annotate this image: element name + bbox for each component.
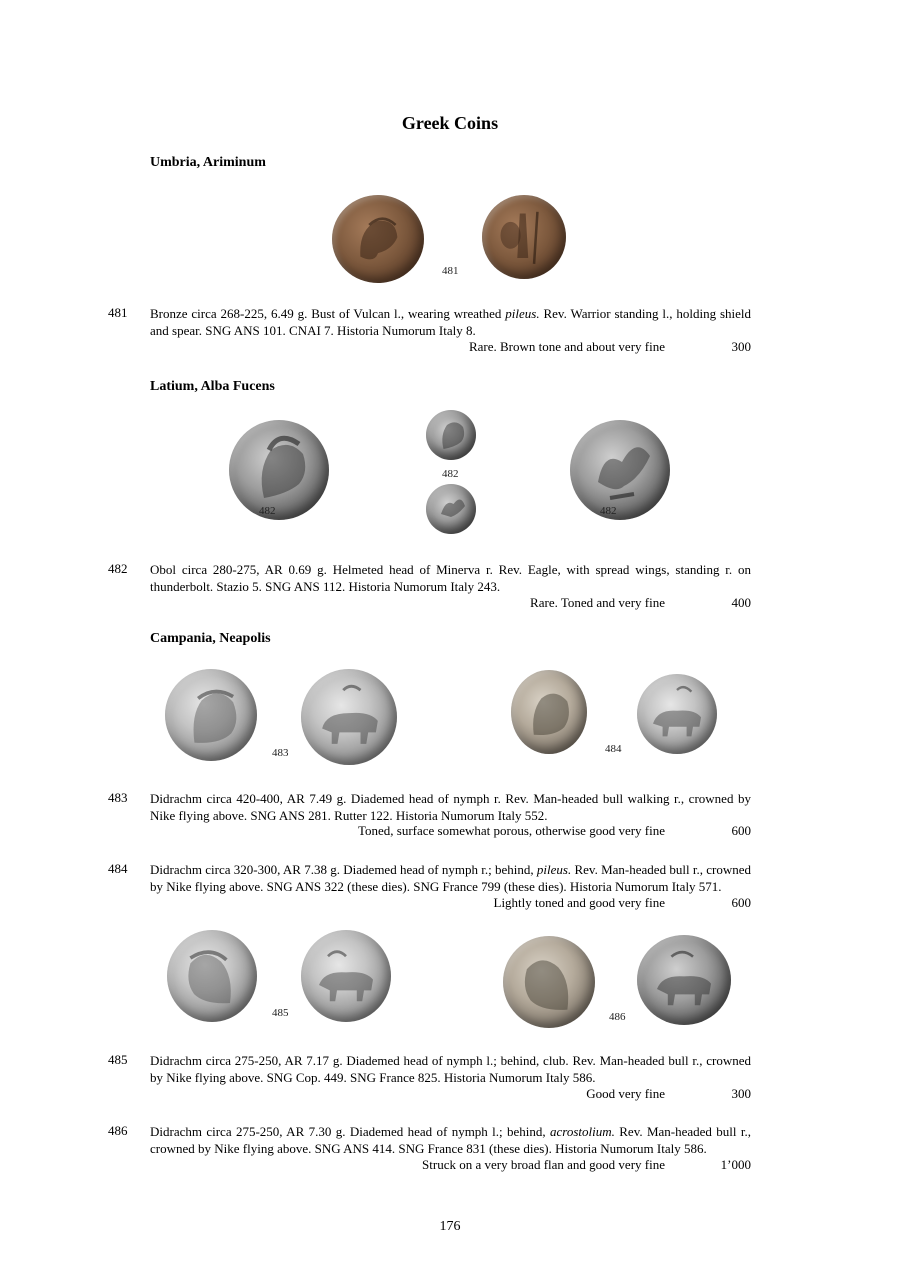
page-number: 176 — [439, 1219, 461, 1234]
lot-description-486: Didrachm circa 275-250, AR 7.30 g. Diademed head of nymph l.; behind, acrostolium. Rev. Man-headed bull r., crowned by Nike flying above. SNG ANS 414. SNG France 831 (these dies). Historia Numorum Italy 586. — [150, 1124, 751, 1156]
plate-label-486: 486 — [609, 1011, 626, 1023]
lot-number-481: 481 — [108, 305, 128, 320]
lot-condition-486: Struck on a very broad flan and good very fine — [422, 1157, 665, 1172]
page-title: Greek Coins — [401, 113, 499, 133]
lot-condition-482: Rare. Toned and very fine — [530, 595, 665, 610]
plate-label-482-center: 482 — [442, 468, 459, 480]
coin-482-obverse-enlarged — [229, 420, 329, 520]
lot-description-482: Obol circa 280-275, AR 0.69 g. Helmeted head of Minerva r. Rev. Eagle, with spread wings, standing r. on thunderbolt. Stazio 5. SNG ANS 112. Historia Numorum Italy 243. — [150, 562, 751, 594]
lot-estimate-483: 600 — [731, 823, 751, 838]
coin-486-reverse — [637, 935, 731, 1025]
lot-estimate-482: 400 — [731, 595, 751, 610]
lot-condition-481: Rare. Brown tone and about very fine — [468, 339, 665, 354]
section-title-campania: Campania, Neapolis — [150, 631, 271, 646]
plate-label-484: 484 — [605, 743, 622, 755]
lot-description-485: Didrachm circa 275-250, AR 7.17 g. Diademed head of nymph l.; behind, club. Rev. Man-headed bull r., crowned by Nike flying above. SNG Cop. 449. SNG France 825. Historia Numorum Italy 586. — [150, 1053, 751, 1085]
coin-483-reverse — [301, 669, 397, 765]
lot-number-486: 486 — [108, 1123, 128, 1138]
section-title-umbria: Umbria, Ariminum — [150, 155, 266, 170]
plate-label-482-right: 482 — [600, 505, 617, 517]
lot-number-485: 485 — [108, 1052, 128, 1067]
lot-description-481: Bronze circa 268-225, 6.49 g. Bust of Vulcan l., wearing wreathed pileus. Rev. Warrior standing l., holding shield and spear. SNG ANS 101. CNAI 7. Historia Numorum Italy 8. — [150, 306, 751, 338]
lot-number-483: 483 — [108, 790, 128, 805]
lot-description-483: Didrachm circa 420-400, AR 7.49 g. Diademed head of nymph r. Rev. Man-headed bull walking r., crowned by Nike flying above. SNG ANS 281. Rutter 122. Historia Numorum Italy 552. — [150, 791, 751, 823]
coin-481-reverse — [482, 195, 566, 279]
coin-482-obverse — [426, 410, 476, 460]
plate-label-482-left: 482 — [259, 505, 276, 517]
plate-label-485: 485 — [272, 1007, 289, 1019]
lot-number-484: 484 — [108, 861, 128, 876]
plate-label-481: 481 — [442, 265, 459, 277]
coin-485-reverse — [301, 930, 391, 1022]
coin-481-obverse — [332, 195, 424, 283]
coin-486-obverse — [503, 936, 595, 1028]
lot-description-484: Didrachm circa 320-300, AR 7.38 g. Diademed head of nymph r.; behind, pileus. Rev. Man-headed bull r., crowned by Nike flying above. SNG ANS 322 (these dies). SNG France 799 (these dies). Historia Numorum Italy 571. — [150, 862, 751, 894]
lot-condition-483: Toned, surface somewhat porous, otherwise good very fine — [357, 823, 665, 838]
coin-482-reverse-enlarged — [570, 420, 670, 520]
lot-number-482: 482 — [108, 561, 128, 576]
lot-estimate-484: 600 — [731, 895, 751, 910]
lot-estimate-485: 300 — [731, 1086, 751, 1101]
lot-estimate-486: 1’000 — [720, 1157, 751, 1172]
section-title-latium: Latium, Alba Fucens — [150, 379, 275, 394]
lot-condition-485: Good very fine — [586, 1086, 665, 1101]
coin-485-obverse — [167, 930, 257, 1022]
lot-estimate-481: 300 — [731, 339, 751, 354]
coin-482-reverse — [426, 484, 476, 534]
lot-condition-484: Lightly toned and good very fine — [493, 895, 665, 910]
coin-483-obverse — [165, 669, 257, 761]
plate-label-483: 483 — [272, 747, 289, 759]
coin-484-obverse — [511, 670, 587, 754]
coin-484-reverse — [637, 674, 717, 754]
